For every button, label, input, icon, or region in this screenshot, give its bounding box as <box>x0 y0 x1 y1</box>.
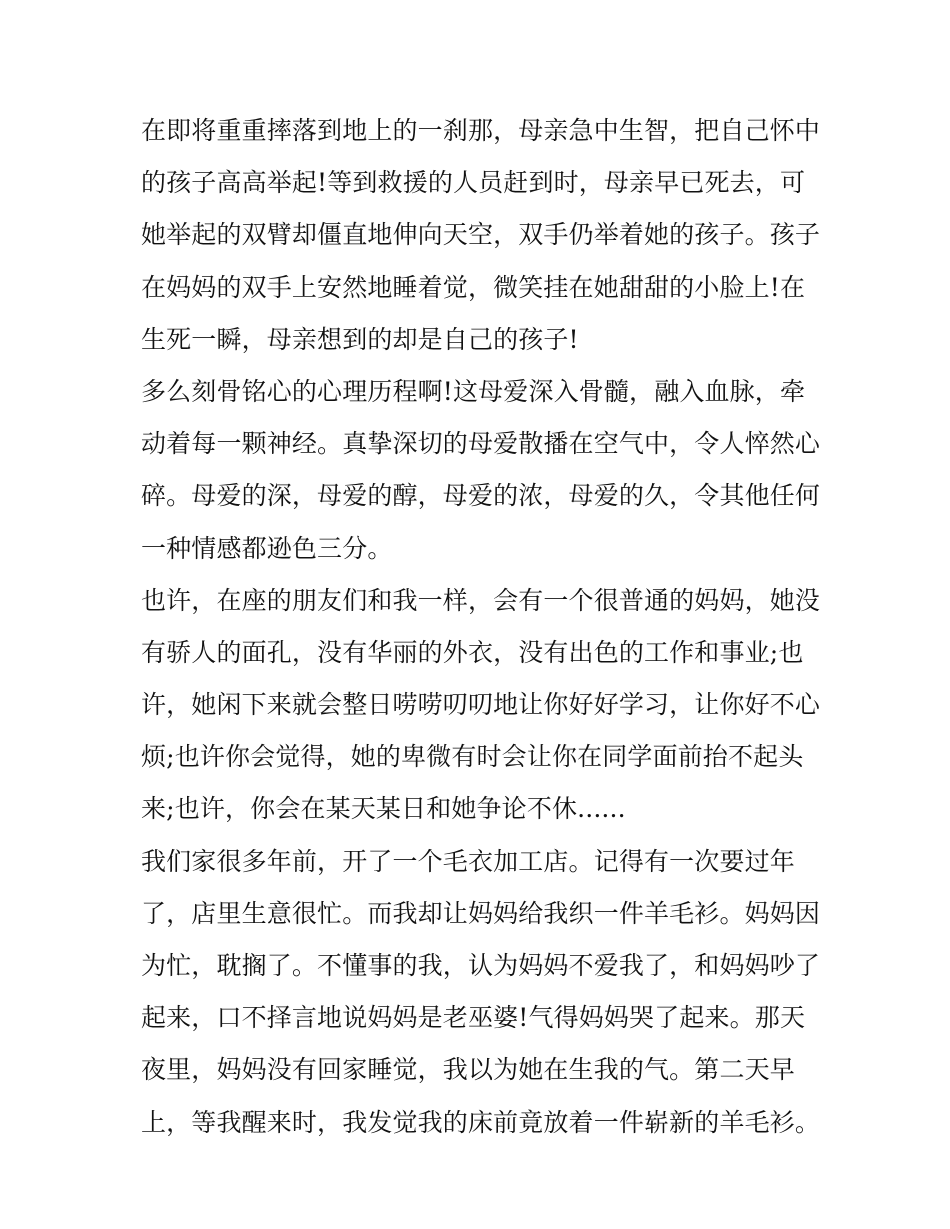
document-body <box>141 105 821 1149</box>
text-line: 为忙，耽搁了。不懂事的我，认为妈妈不爱我了，和妈妈吵了 <box>141 951 821 980</box>
text-line: 碎。母爱的深，母爱的醇，母爱的浓，母爱的久，令其他任何 <box>141 481 821 511</box>
text-line: 在即将重重摔落到地上的一刹那，母亲急中生智，把自己怀中 <box>141 116 821 145</box>
text-line: 许，她闲下来就会整日唠唠叨叨地让你好好学习，让你好不心 <box>141 690 821 720</box>
text-line: 生死一瞬，母亲想到的却是自己的孩子! <box>141 324 579 354</box>
text-line: 来;也许，你会在某天某日和她争论不休...... <box>141 794 626 824</box>
text-line: 动着每一颗神经。真挚深切的母爱散播在空气中，令人悴然心 <box>141 429 821 459</box>
text-line: 了，店里生意很忙。而我却让妈妈给我织一件羊毛衫。妈妈因 <box>141 898 821 928</box>
text-line: 多么刻骨铭心的心理历程啊!这母爱深入骨髓，融入血脉，牵 <box>141 376 806 406</box>
text-line: 上，等我醒来时，我发觉我的床前竟放着一件崭新的羊毛衫。 <box>141 1107 821 1137</box>
text-line: 有骄人的面孔，没有华丽的外衣，没有出色的工作和事业;也 <box>141 637 804 667</box>
text-line: 在妈妈的双手上安然地睡着觉，微笑挂在她甜甜的小脸上!在 <box>141 272 806 302</box>
text-line: 烦;也许你会觉得，她的卑微有时会让你在同学面前抬不起头 <box>141 742 804 772</box>
paragraph-2 <box>141 366 821 575</box>
text-line: 夜里，妈妈没有回家睡觉，我以为她在生我的气。第二天早 <box>141 1055 795 1085</box>
paragraph-1 <box>141 105 821 366</box>
text-line: 我们家很多年前，开了一个毛衣加工店。记得有一次要过年 <box>141 846 795 876</box>
paragraph-3 <box>141 575 821 836</box>
text-line: 起来，口不择言地说妈妈是老巫婆!气得妈妈哭了起来。那天 <box>141 1003 806 1033</box>
paragraph-4 <box>141 836 821 1149</box>
text-line: 的孩子高高举起!等到救援的人员赶到时，母亲早已死去，可 <box>141 168 806 198</box>
text-line: 一种情感都逊色三分。 <box>141 533 393 563</box>
text-line: 也许，在座的朋友们和我一样，会有一个很普通的妈妈，她没 <box>141 585 821 615</box>
text-line: 她举起的双臂却僵直地伸向天空，双手仍举着她的孩子。孩子 <box>141 220 821 250</box>
